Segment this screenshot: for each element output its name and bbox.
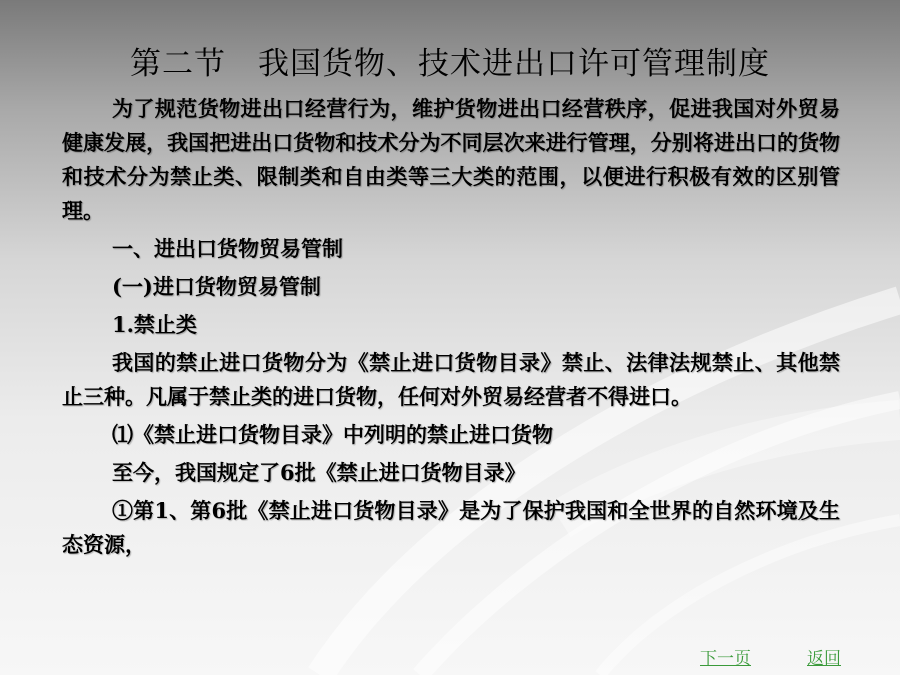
catalog-count-paragraph: 至今，我国规定了6批《禁止进口货物目录》 (112, 460, 526, 485)
category-heading: 1.禁止类 (112, 312, 197, 337)
subsection-heading: (一)进口货物贸易管制 (112, 274, 321, 299)
catalog-purpose-paragraph: ①第1、第6批《禁止进口货物目录》是为了保护我国和全世界的自然环境及生态资源， (62, 498, 840, 557)
back-link[interactable]: 返回 (807, 649, 841, 669)
slide-title: 第二节 我国货物、技术进出口许可管理制度 (130, 46, 770, 82)
catalog-item-heading: ⑴《禁止进口货物目录》中列明的禁止进口货物 (112, 422, 553, 447)
slide-content (62, 92, 840, 566)
intro-paragraph: 为了规范货物进出口经营行为，维护货物进出口经营秩序，促进我国对外贸易健康发展，我国把进出口货物和技术分为不同层次来进行管理，分别将进出口的货物和技术分为禁止类、限制类和自由类等三大类的范围，以便进行积极有效的区别管理。 (62, 96, 840, 223)
next-page-link[interactable]: 下一页 (700, 649, 751, 669)
prohibition-paragraph: 我国的禁止进口货物分为《禁止进口货物目录》禁止、法律法规禁止、其他禁止三种。凡属于禁止类的进口货物，任何对外贸易经营者不得进口。 (62, 350, 840, 409)
section-heading: 一、进出口货物贸易管制 (112, 236, 343, 261)
